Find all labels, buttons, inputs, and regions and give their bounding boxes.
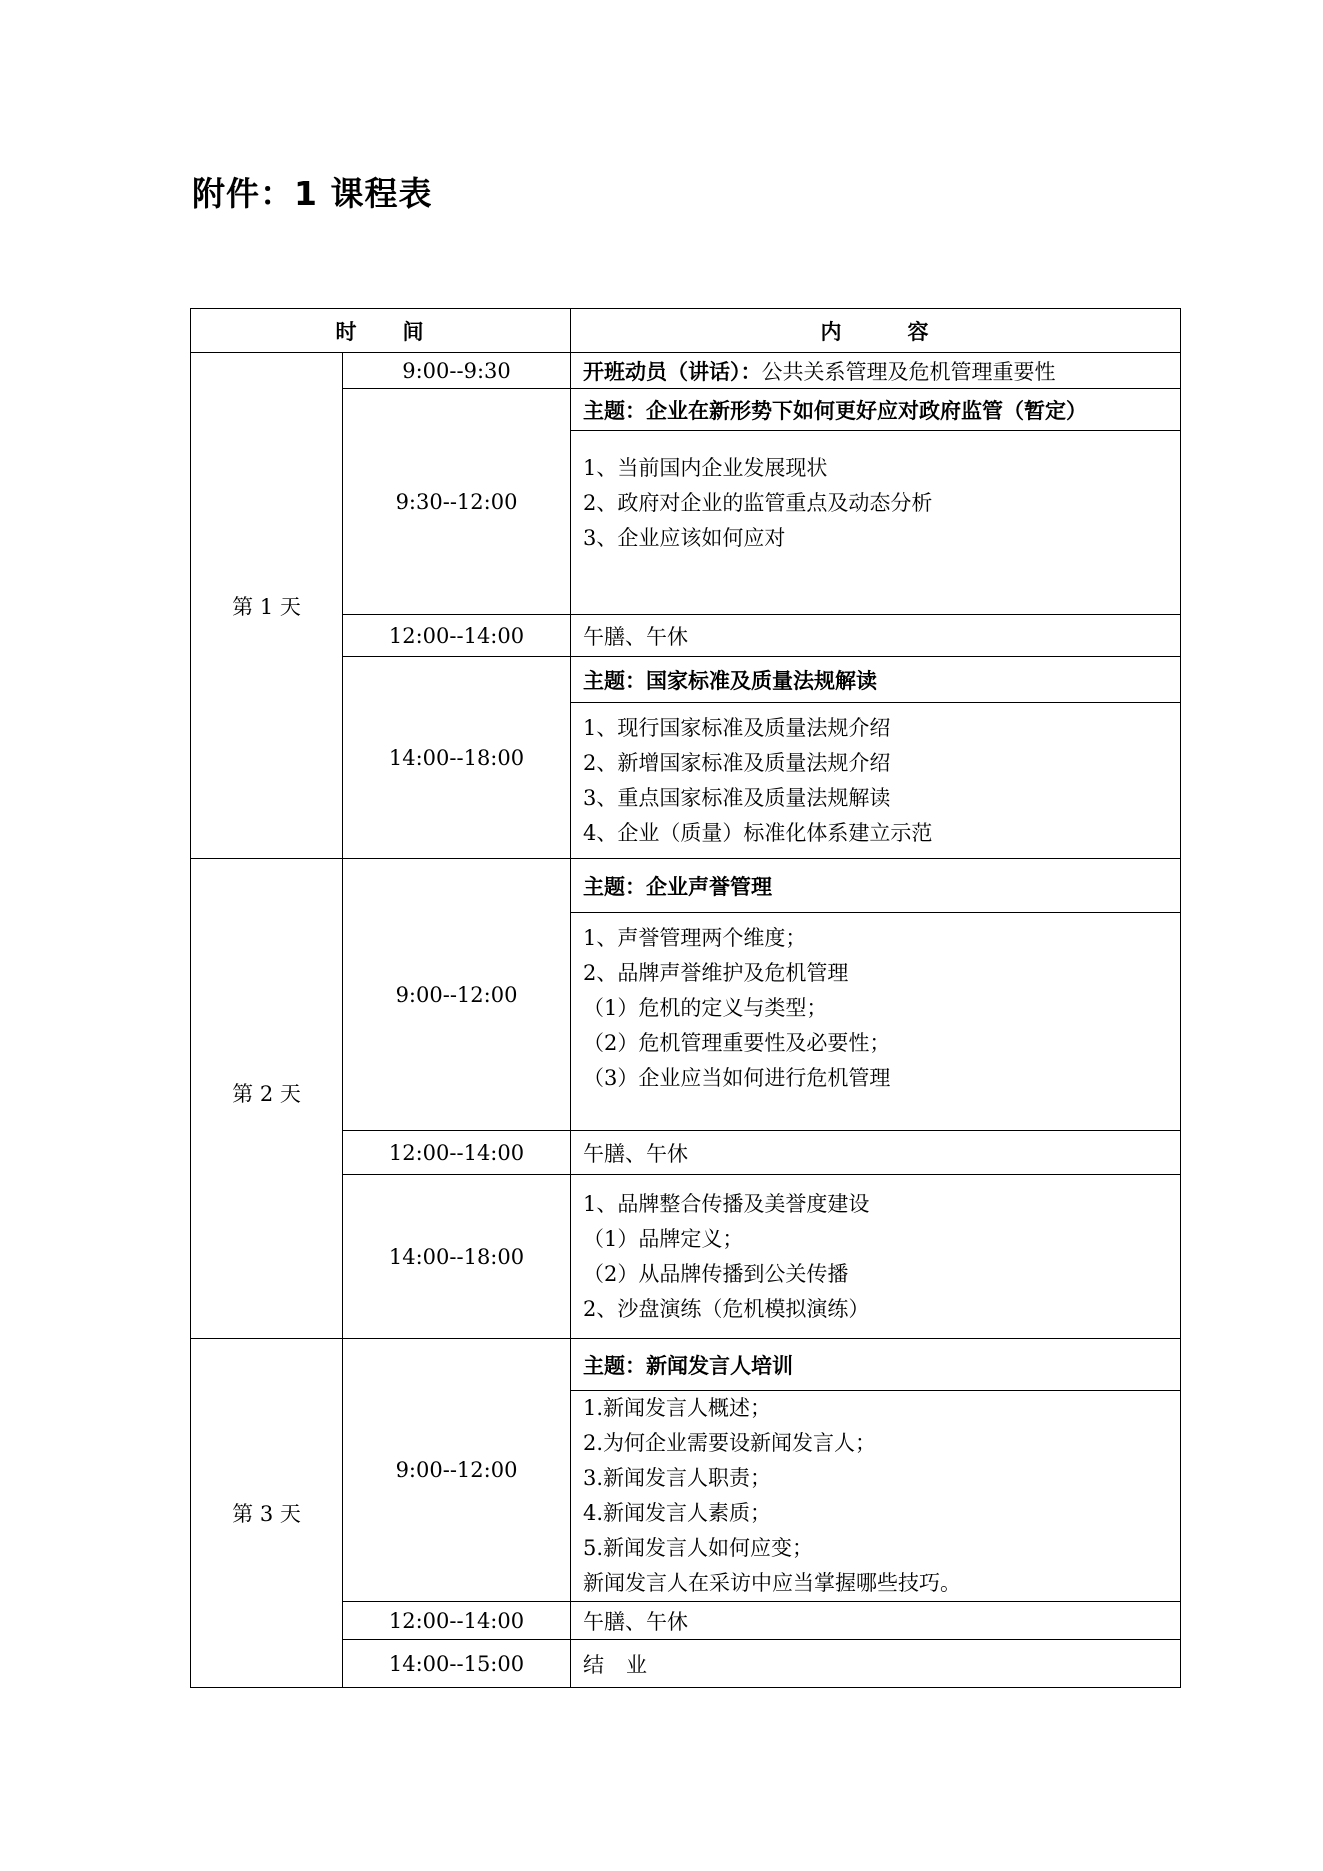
list-item: 4、企业（质量）标准化体系建立示范 [583,820,933,845]
list-item: （1）危机的定义与类型； [583,996,828,1020]
list-item: 2、政府对企业的监管重点及动态分析 [583,491,933,515]
time-slot: 9:00--12:00 [343,859,571,1131]
session-items [571,703,1181,859]
table-row [191,353,1181,389]
list-item: 2、品牌声誉维护及危机管理 [583,961,849,985]
session-content: 午膳、午休 [571,1602,1181,1640]
list-item: 1.新闻发言人概述； [583,1396,772,1420]
list-item: 2.为何企业需要设新闻发言人； [583,1431,877,1455]
list-item: 4.新闻发言人素质； [583,1501,772,1525]
list-item: （1）品牌定义； [583,1226,744,1251]
session-theme: 主题：国家标准及质量法规解读 [571,657,1181,703]
session-items [571,1175,1181,1339]
list-item: （2）危机管理重要性及必要性； [583,1031,891,1055]
list-item: 3、企业应该如何应对 [583,526,786,550]
time-slot: 12:00--14:00 [343,1602,571,1640]
session-content: 午膳、午休 [571,615,1181,657]
list-item: （3）企业应当如何进行危机管理 [583,1066,891,1090]
time-slot: 14:00--15:00 [343,1640,571,1688]
list-item: 5.新闻发言人如何应变； [583,1536,814,1560]
time-slot: 12:00--14:00 [343,1131,571,1175]
list-item: 2、新增国家标准及质量法规介绍 [583,750,891,775]
list-item: 新闻发言人在采访中应当掌握哪些技巧。 [583,1571,961,1595]
session-items [571,913,1181,1131]
header-content: 内 容 [571,309,1181,353]
session-theme: 主题：企业在新形势下如何更好应对政府监管（暂定） [571,389,1181,431]
list-item: 1、当前国内企业发展现状 [583,456,828,480]
time-slot: 9:00--9:30 [343,353,571,389]
list-item: 2、沙盘演练（危机模拟演练） [583,1296,870,1321]
table-header-row [191,309,1181,353]
day-label: 第 3 天 [191,1339,343,1688]
session-content: 开班动员（讲话）：公共关系管理及危机管理重要性 [571,353,1181,389]
time-slot: 9:00--12:00 [343,1339,571,1602]
list-item: （2）从品牌传播到公关传播 [583,1261,849,1286]
list-item: 3.新闻发言人职责； [583,1466,772,1490]
table-row [191,1339,1181,1391]
session-content: 午膳、午休 [571,1131,1181,1175]
session-content: 结 业 [571,1640,1181,1688]
time-slot: 9:30--12:00 [343,389,571,615]
session-items [571,431,1181,615]
time-slot: 14:00--18:00 [343,1175,571,1339]
day-label: 第 1 天 [191,353,343,859]
header-time: 时 间 [191,309,571,353]
list-item: 3、重点国家标准及质量法规解读 [583,785,891,810]
time-slot: 12:00--14:00 [343,615,571,657]
course-schedule-table [190,308,1181,1688]
document-title: 附件：1 课程表 [192,174,433,213]
list-item: 1、声誉管理两个维度； [583,926,807,950]
list-item: 1、现行国家标准及质量法规介绍 [583,715,891,740]
list-item: 1、品牌整合传播及美誉度建设 [583,1191,870,1216]
table-row [191,859,1181,913]
session-theme: 主题：新闻发言人培训 [571,1339,1181,1391]
day-label: 第 2 天 [191,859,343,1339]
session-theme: 主题：企业声誉管理 [571,859,1181,913]
session-items [571,1391,1181,1602]
time-slot: 14:00--18:00 [343,657,571,859]
